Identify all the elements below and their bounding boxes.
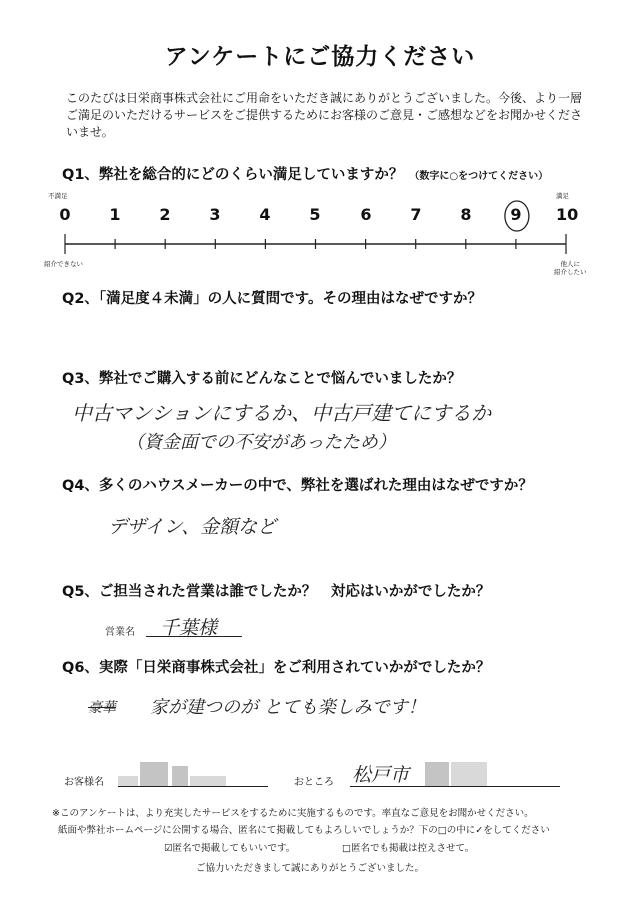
footer-note-line-1: ※このアンケートは、より充実したサービスをするために実施するものです。率直なご意見をお聞かせください。 [52,808,534,819]
sales-name-value: 千葉様 [160,617,218,639]
address-label: おところ [294,777,334,788]
scale-right-bottom-label [554,260,587,276]
selected-circle-mark [505,201,529,231]
customer-name-label: お客様名 [64,777,104,788]
scale-left-bottom-label: 紹介できない [44,260,83,268]
scale-number-5[interactable]: 5 [309,205,321,224]
scale-number-2[interactable]: 2 [159,205,171,224]
question-4-answer: デザイン、金額など [108,516,277,538]
intro-text: このたびは日栄商事株式会社にご用命をいただき誠にありがとうございました。今後、より一層ご満足のいただけるサービスをご提供するためにお客様のご意見・ご感想などをお聞かせくださいませ。 [66,91,583,139]
redacted-block [425,762,449,786]
scale-number-0[interactable]: 0 [59,205,71,224]
scale-left-top-label: 不満足 [48,192,68,200]
scale-number-4[interactable]: 4 [259,205,271,224]
question-2-text: Q2、「満足度４未満」の人に質問です。その理由はなぜですか？ [62,291,483,307]
scale-number-7[interactable]: 7 [410,205,422,224]
question-1-note: （数字に○をつけてください） [409,171,549,182]
question-1-text: Q1、弊社を総合的にどのくらい満足していますか？ [62,167,404,183]
scale-number-9[interactable]: 9 [510,205,522,224]
anonymous-decline-option[interactable]: □匿名でも掲載は控えさせて。 [342,843,475,854]
redacted-block [451,762,487,786]
redacted-block [118,776,138,786]
scale-right-bottom-line-2: 紹介したい [554,268,587,276]
scale-number-3[interactable]: 3 [209,205,221,224]
anonymous-ok-option[interactable]: ☑匿名で掲載してもいいです。 [164,843,296,854]
redacted-block [172,766,188,786]
customer-name-underline [118,786,268,787]
question-6-text: Q6、実際「日栄商事株式会社」をご利用されていかがでしたか？ [62,660,491,676]
footer-note-line-2: 紙面や弊社ホームページに公開する場合、匿名にて掲載してもよろしいでしょうか？下の□の中に✓をしてください [58,825,550,836]
question-6-struck-text: 豪華 [88,700,116,716]
redacted-block [140,762,168,786]
question-4-text: Q4、多くのハウスメーカーの中で、弊社を選ばれた理由はなぜですか？ [62,478,533,494]
scale-number-1[interactable]: 1 [109,205,121,224]
address-value: 松戸市 [352,764,410,786]
question-5-text: Q5、ご担当された営業は誰でしたか？ 対応はいかがでしたか？ [62,584,491,600]
scale-number-6[interactable]: 6 [360,205,372,224]
sales-name-underline [146,636,242,637]
redacted-block [190,776,226,786]
thanks-message: ご協力いただきまして誠にありがとうございました。 [196,863,425,874]
scale-number-8[interactable]: 8 [460,205,472,224]
question-3-answer-line-2: （資金面での不安があったため） [126,432,396,453]
page-title: アンケートにご協力ください [164,44,476,70]
scale-right-top-label: 満足 [556,192,569,200]
scale-ticks [65,234,566,254]
sales-name-label: 営業名 [105,627,135,638]
address-underline [350,786,560,787]
question-3-text: Q3、弊社でご購入する前にどんなことで悩んでいましたか？ [62,371,462,387]
question-3-answer-line-1: 中古マンションにするか、中古戸建てにするか [72,401,492,425]
scale-right-bottom-line-1: 他人に [560,260,580,268]
question-6-answer: 家が建つのが とても楽しみです！ [150,697,426,718]
scale-number-10[interactable]: 10 [556,205,579,224]
